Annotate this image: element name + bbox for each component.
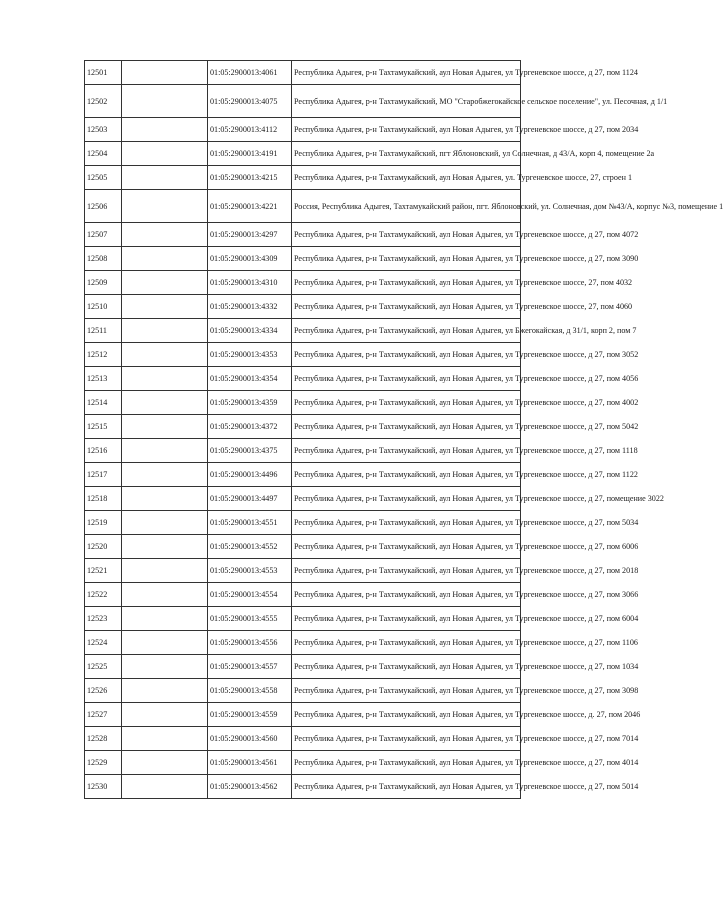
address: Республика Адыгея, р-н Тахтамукайский, аул Новая Адыгея, ул Тургеневское шоссе, д 27, пом 3052	[292, 343, 521, 367]
row-number: 12518	[85, 487, 122, 511]
table-row	[85, 463, 521, 487]
address: Республика Адыгея, р-н Тахтамукайский, аул Новая Адыгея, ул Тургеневское шоссе, д 27, пом 1118	[292, 439, 521, 463]
address: Республика Адыгея, р-н Тахтамукайский, аул Новая Адыгея, ул Тургеневское шоссе, д 27, пом 4002	[292, 391, 521, 415]
cadastral-number: 01:05:2900013:4221	[208, 190, 292, 223]
empty-cell	[122, 703, 208, 727]
cadastral-number: 01:05:2900013:4496	[208, 463, 292, 487]
table-row	[85, 391, 521, 415]
table-row	[85, 142, 521, 166]
cadastral-number: 01:05:2900013:4561	[208, 751, 292, 775]
row-number: 12514	[85, 391, 122, 415]
table-row	[85, 655, 521, 679]
row-number: 12504	[85, 142, 122, 166]
cadastral-number: 01:05:2900013:4075	[208, 85, 292, 118]
row-number: 12512	[85, 343, 122, 367]
address: Республика Адыгея, р-н Тахтамукайский, МО "Старобжегокайское сельское поселение", ул. Песочная, д 1/1	[292, 85, 521, 118]
cadastral-number: 01:05:2900013:4297	[208, 223, 292, 247]
address: Республика Адыгея, р-н Тахтамукайский, аул Новая Адыгея, ул Тургеневское шоссе, д 27, пом 5014	[292, 775, 521, 799]
empty-cell	[122, 166, 208, 190]
row-number: 12515	[85, 415, 122, 439]
address: Республика Адыгея, р-н Тахтамукайский, аул Новая Адыгея, ул Тургеневское шоссе, д. 27, пом 2046	[292, 703, 521, 727]
empty-cell	[122, 607, 208, 631]
row-number: 12530	[85, 775, 122, 799]
address: Республика Адыгея, р-н Тахтамукайский, аул Новая Адыгея, ул Тургеневское шоссе, д 27, пом 6004	[292, 607, 521, 631]
address: Республика Адыгея, р-н Тахтамукайский, аул Новая Адыгея, ул Тургеневское шоссе, д 27, пом 5034	[292, 511, 521, 535]
row-number: 12525	[85, 655, 122, 679]
table-row	[85, 415, 521, 439]
table-row	[85, 166, 521, 190]
empty-cell	[122, 391, 208, 415]
table-row	[85, 190, 521, 223]
row-number: 12506	[85, 190, 122, 223]
cadastral-number: 01:05:2900013:4354	[208, 367, 292, 391]
empty-cell	[122, 559, 208, 583]
empty-cell	[122, 295, 208, 319]
table-row	[85, 583, 521, 607]
table-row	[85, 85, 521, 118]
table-row	[85, 535, 521, 559]
row-number: 12523	[85, 607, 122, 631]
address: Республика Адыгея, р-н Тахтамукайский, аул Новая Адыгея, ул Тургеневское шоссе, д 27, пом 4072	[292, 223, 521, 247]
empty-cell	[122, 655, 208, 679]
address: Республика Адыгея, р-н Тахтамукайский, аул Новая Адыгея, ул Тургеневское шоссе, д 27, пом 3066	[292, 583, 521, 607]
address: Республика Адыгея, р-н Тахтамукайский, аул Новая Адыгея, ул Тургеневское шоссе, д 27, помещение 3022	[292, 487, 521, 511]
row-number: 12513	[85, 367, 122, 391]
table-row	[85, 61, 521, 85]
row-number: 12519	[85, 511, 122, 535]
cadastral-number: 01:05:2900013:4359	[208, 391, 292, 415]
cadastral-number: 01:05:2900013:4555	[208, 607, 292, 631]
table-row	[85, 367, 521, 391]
address: Республика Адыгея, р-н Тахтамукайский, аул Новая Адыгея, ул Тургеневское шоссе, д 27, пом 1124	[292, 61, 521, 85]
cadastral-number: 01:05:2900013:4556	[208, 631, 292, 655]
cadastral-number: 01:05:2900013:4215	[208, 166, 292, 190]
table-row	[85, 727, 521, 751]
empty-cell	[122, 367, 208, 391]
row-number: 12511	[85, 319, 122, 343]
row-number: 12507	[85, 223, 122, 247]
address: Республика Адыгея, р-н Тахтамукайский, пгт Яблоновский, ул Солнечная, д 43/А, корп 4, помещение 2а	[292, 142, 521, 166]
address: Республика Адыгея, р-н Тахтамукайский, аул Новая Адыгея, ул Тургеневское шоссе, д 27, пом 4056	[292, 367, 521, 391]
empty-cell	[122, 142, 208, 166]
table-row	[85, 631, 521, 655]
cadastral-number: 01:05:2900013:4112	[208, 118, 292, 142]
row-number: 12520	[85, 535, 122, 559]
address: Россия, Республика Адыгея, Тахтамукайский район, пгт. Яблоновский, ул. Солнечная, дом №43/А, корпус №3, помещение 1	[292, 190, 521, 223]
empty-cell	[122, 415, 208, 439]
row-number: 12527	[85, 703, 122, 727]
table-row	[85, 439, 521, 463]
address: Республика Адыгея, р-н Тахтамукайский, аул Новая Адыгея, ул. Тургеневское шоссе, 27, строен 1	[292, 166, 521, 190]
table-row	[85, 295, 521, 319]
empty-cell	[122, 463, 208, 487]
address: Республика Адыгея, р-н Тахтамукайский, аул Новая Адыгея, ул Тургеневское шоссе, д 27, пом 7014	[292, 727, 521, 751]
cadastral-number: 01:05:2900013:4559	[208, 703, 292, 727]
table-row	[85, 511, 521, 535]
row-number: 12524	[85, 631, 122, 655]
address: Республика Адыгея, р-н Тахтамукайский, аул Новая Адыгея, ул Тургеневское шоссе, 27, пом 4060	[292, 295, 521, 319]
cadastral-number: 01:05:2900013:4372	[208, 415, 292, 439]
row-number: 12528	[85, 727, 122, 751]
empty-cell	[122, 271, 208, 295]
row-number: 12502	[85, 85, 122, 118]
row-number: 12529	[85, 751, 122, 775]
table-row	[85, 343, 521, 367]
address: Республика Адыгея, р-н Тахтамукайский, аул Новая Адыгея, ул Тургеневское шоссе, д 27, пом 1106	[292, 631, 521, 655]
row-number: 12508	[85, 247, 122, 271]
address: Республика Адыгея, р-н Тахтамукайский, аул Новая Адыгея, ул Тургеневское шоссе, д 27, пом 3098	[292, 679, 521, 703]
table-row	[85, 223, 521, 247]
empty-cell	[122, 775, 208, 799]
table-row	[85, 487, 521, 511]
table-row	[85, 679, 521, 703]
table-row	[85, 319, 521, 343]
address: Республика Адыгея, р-н Тахтамукайский, аул Новая Адыгея, ул Тургеневское шоссе, д 27, пом 4014	[292, 751, 521, 775]
empty-cell	[122, 319, 208, 343]
row-number: 12501	[85, 61, 122, 85]
cadastral-number: 01:05:2900013:4334	[208, 319, 292, 343]
row-number: 12505	[85, 166, 122, 190]
row-number: 12503	[85, 118, 122, 142]
empty-cell	[122, 343, 208, 367]
row-number: 12516	[85, 439, 122, 463]
empty-cell	[122, 727, 208, 751]
empty-cell	[122, 631, 208, 655]
property-registry-table	[84, 60, 723, 799]
empty-cell	[122, 85, 208, 118]
empty-cell	[122, 190, 208, 223]
cadastral-number: 01:05:2900013:4551	[208, 511, 292, 535]
table-row	[85, 703, 521, 727]
address: Республика Адыгея, р-н Тахтамукайский, аул Новая Адыгея, ул Тургеневское шоссе, д 27, пом 2018	[292, 559, 521, 583]
address: Республика Адыгея, р-н Тахтамукайский, аул Новая Адыгея, ул Тургеневское шоссе, д 27, пом 1034	[292, 655, 521, 679]
cadastral-number: 01:05:2900013:4560	[208, 727, 292, 751]
row-number: 12526	[85, 679, 122, 703]
table-row	[85, 247, 521, 271]
table-row	[85, 118, 521, 142]
row-number: 12522	[85, 583, 122, 607]
address: Республика Адыгея, р-н Тахтамукайский, аул Новая Адыгея, ул Тургеневское шоссе, д 27, пом 1122	[292, 463, 521, 487]
empty-cell	[122, 247, 208, 271]
cadastral-number: 01:05:2900013:4562	[208, 775, 292, 799]
cadastral-number: 01:05:2900013:4554	[208, 583, 292, 607]
empty-cell	[122, 583, 208, 607]
table-row	[85, 607, 521, 631]
row-number: 12517	[85, 463, 122, 487]
address: Республика Адыгея, р-н Тахтамукайский, аул Новая Адыгея, ул Тургеневское шоссе, д 27, пом 3090	[292, 247, 521, 271]
empty-cell	[122, 439, 208, 463]
cadastral-number: 01:05:2900013:4061	[208, 61, 292, 85]
empty-cell	[122, 118, 208, 142]
table-row	[85, 751, 521, 775]
cadastral-number: 01:05:2900013:4552	[208, 535, 292, 559]
empty-cell	[122, 751, 208, 775]
empty-cell	[122, 223, 208, 247]
table-row	[85, 271, 521, 295]
row-number: 12509	[85, 271, 122, 295]
cadastral-number: 01:05:2900013:4332	[208, 295, 292, 319]
cadastral-number: 01:05:2900013:4557	[208, 655, 292, 679]
row-number: 12521	[85, 559, 122, 583]
empty-cell	[122, 535, 208, 559]
empty-cell	[122, 511, 208, 535]
empty-cell	[122, 679, 208, 703]
cadastral-number: 01:05:2900013:4558	[208, 679, 292, 703]
table-row	[85, 775, 521, 799]
address: Республика Адыгея, р-н Тахтамукайский, аул Новая Адыгея, ул Тургеневское шоссе, д 27, пом 2034	[292, 118, 521, 142]
empty-cell	[122, 61, 208, 85]
table-row	[85, 559, 521, 583]
address: Республика Адыгея, р-н Тахтамукайский, аул Новая Адыгея, ул Бжегокайская, д 31/1, корп 2, пом 7	[292, 319, 521, 343]
cadastral-number: 01:05:2900013:4497	[208, 487, 292, 511]
address: Республика Адыгея, р-н Тахтамукайский, аул Новая Адыгея, ул Тургеневское шоссе, 27, пом 4032	[292, 271, 521, 295]
address: Республика Адыгея, р-н Тахтамукайский, аул Новая Адыгея, ул Тургеневское шоссе, д 27, пом 5042	[292, 415, 521, 439]
address: Республика Адыгея, р-н Тахтамукайский, аул Новая Адыгея, ул Тургеневское шоссе, д 27, пом 6006	[292, 535, 521, 559]
row-number: 12510	[85, 295, 122, 319]
cadastral-number: 01:05:2900013:4191	[208, 142, 292, 166]
cadastral-number: 01:05:2900013:4375	[208, 439, 292, 463]
cadastral-number: 01:05:2900013:4310	[208, 271, 292, 295]
cadastral-number: 01:05:2900013:4353	[208, 343, 292, 367]
cadastral-number: 01:05:2900013:4309	[208, 247, 292, 271]
empty-cell	[122, 487, 208, 511]
cadastral-number: 01:05:2900013:4553	[208, 559, 292, 583]
registry-table-body	[85, 61, 723, 799]
